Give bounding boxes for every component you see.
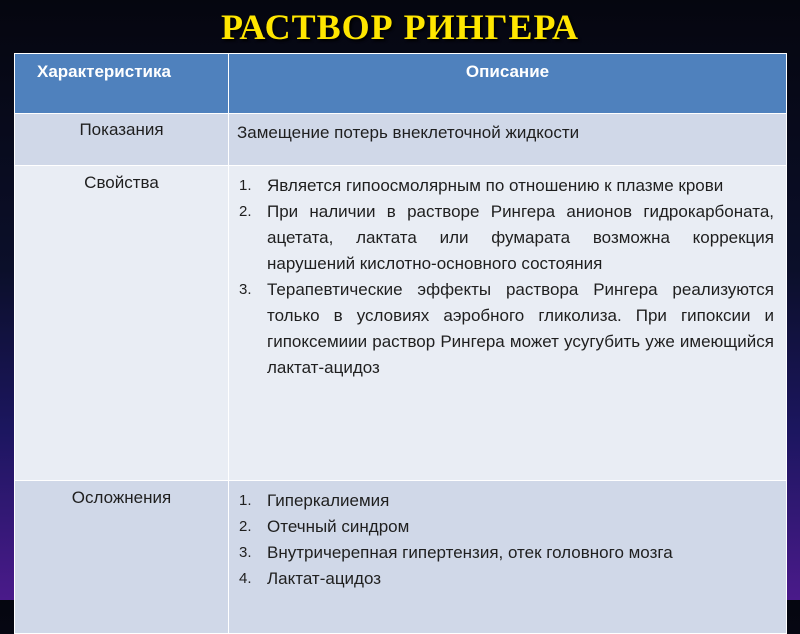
list-item: 2. Отечный синдром — [239, 517, 410, 536]
list-item: 1. Является гипоосмолярным по отношению к плазме крови — [239, 176, 724, 195]
table-row-complications — [15, 481, 787, 634]
slide-title: РАСТВОР РИНГЕРА — [221, 7, 579, 47]
table-row-properties — [15, 166, 787, 481]
row-desc-properties — [229, 166, 787, 481]
row-desc-complications — [229, 481, 787, 634]
header-description: Описание — [229, 54, 787, 114]
table-header-row — [15, 54, 787, 114]
row-desc-indications: Замещение потерь внеклеточной жидкости — [229, 114, 787, 166]
header-characteristic: Характеристика — [15, 54, 229, 114]
list-item: 3. Внутричерепная гипертензия, отек головного мозга — [239, 543, 673, 562]
list-item: 1. Гиперкалиемия — [239, 491, 390, 510]
row-label-complications: Осложнения — [15, 481, 229, 634]
row-label-indications: Показания — [15, 114, 229, 166]
row-label-properties: Свойства — [15, 166, 229, 481]
properties-list — [237, 173, 774, 381]
ringer-table — [14, 53, 787, 634]
list-item: 3. Терапевтические эффекты раствора Рингера реализуются только в условиях аэробного гликолиза. При гипоксии и гипоксемиии раствор Рингера может усугубить уже имеющийся лактат-ацидоз — [239, 280, 774, 377]
list-item: 2. При наличии в растворе Рингера анионов гидрокарбоната, ацетата, лактата или фумарата возможна коррекция нарушений кислотно-основного состояния — [239, 202, 774, 273]
table-row-indications — [15, 114, 787, 166]
list-item: 4. Лактат-ацидоз — [239, 569, 382, 588]
complications-list — [237, 488, 774, 592]
